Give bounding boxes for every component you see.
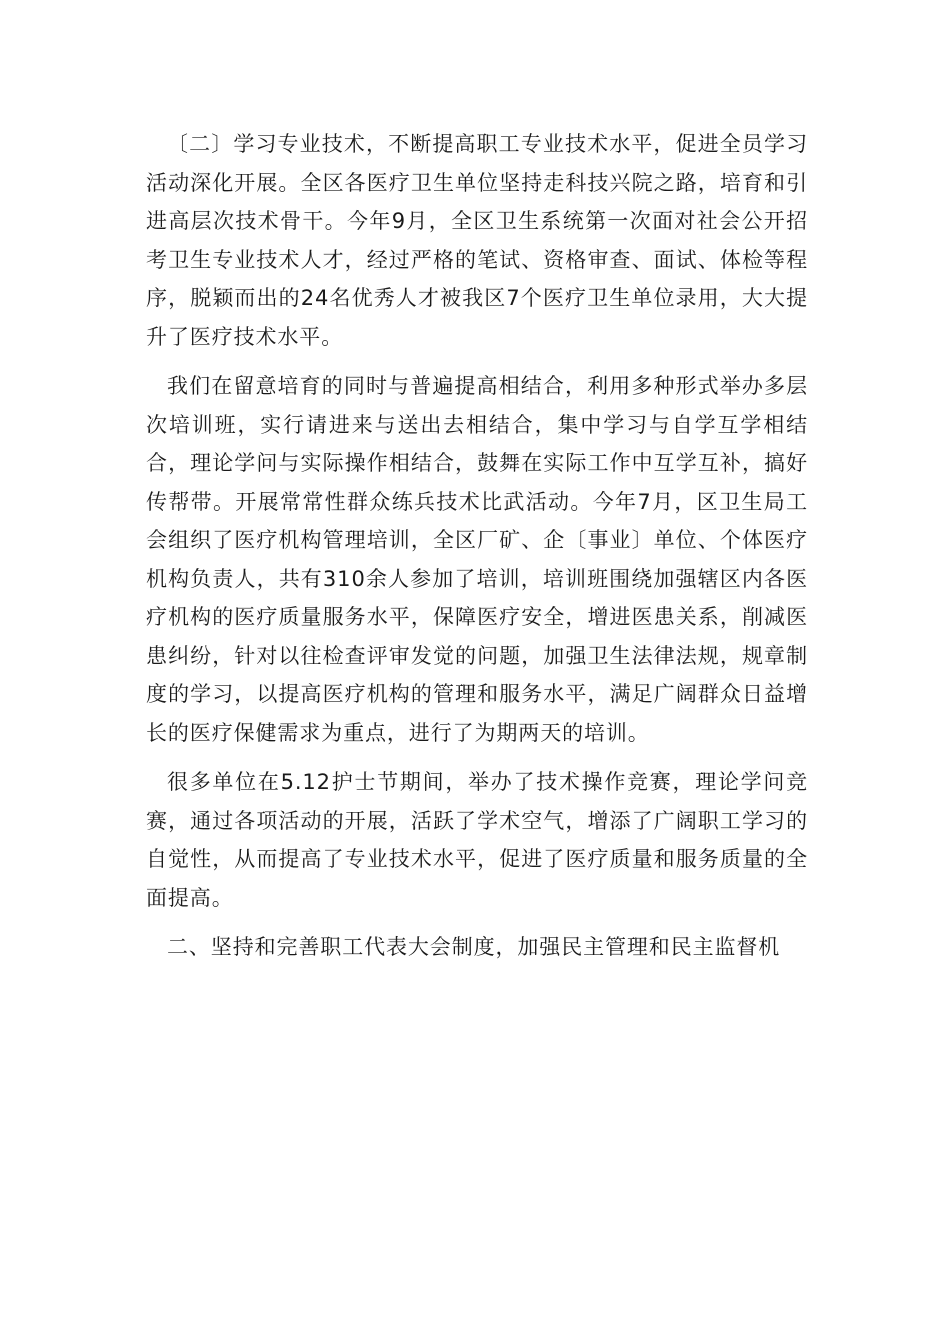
paragraph-study-technology: 〔二〕学习专业技术，不断提高职工专业技术水平，促进全员学习活动深化开展。全区各医疗卫生单位坚持走科技兴院之路，培育和引进高层次技术骨干。今年9月，全区卫生系统第一次面对社会公开招考卫生专业技术人才，经过严格的笔试、资格审查、面试、体检等程序，脱颖而出的24名优秀人才被我区7个医疗卫生单位录用，大大提升了医疗技术水平。 — [146, 132, 808, 349]
document-body — [146, 125, 808, 978]
paragraph-section-two-heading: 二、坚持和完善职工代表大会制度，加强民主管理和民主监督机 — [167, 935, 781, 959]
paragraph-training: 我们在留意培育的同时与普遍提高相结合，利用多种形式举办多层次培训班，实行请进来与送出去相结合，集中学习与自学互学相结合，理论学问与实际操作相结合，鼓舞在实际工作中互学互补，搞好传帮带。开展常常性群众练兵技术比武活动。今年7月，区卫生局工会组织了医疗机构管理培训，全区厂矿、企〔事业〕单位、个体医疗机构负责人，共有310余人参加了培训，培训班围绕加强辖区内各医疗机构的医疗质量服务水平，保障医疗安全，增进医患关系，削减医患纠纷，针对以往检查评审发觉的问题，加强卫生法律法规，规章制度的学习，以提高医疗机构的管理和服务水平，满足广阔群众日益增长的医疗保健需求为重点，进行了为期两天的培训。 — [146, 374, 808, 745]
paragraph-nurses-day: 很多单位在5.12护士节期间，举办了技术操作竞赛，理论学问竞赛，通过各项活动的开展，活跃了学术空气，增添了广阔职工学习的自觉性，从而提高了专业技术水平，促进了医疗质量和服务质量的全面提高。 — [146, 770, 808, 910]
